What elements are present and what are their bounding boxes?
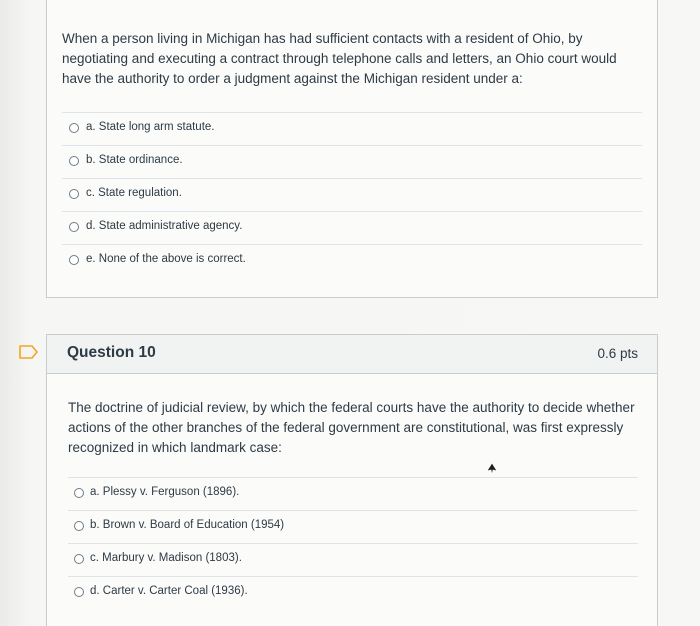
answer-label[interactable]: a. State long arm statute. bbox=[86, 121, 215, 133]
question-9-text: When a person living in Michigan has had sufficient contacts with a resident of Ohio, by negotiating and executing a contract through telephone calls and letters, an Ohio court would have the authority to order a judgment against the Michigan resident under a: bbox=[62, 31, 617, 86]
question-title: Question 10 bbox=[67, 344, 156, 361]
answer-option[interactable] bbox=[62, 211, 642, 244]
answer-option[interactable] bbox=[68, 477, 638, 510]
radio-icon[interactable] bbox=[69, 123, 79, 133]
flag-icon[interactable] bbox=[19, 345, 39, 359]
question-card-10 bbox=[46, 334, 658, 626]
answer-option[interactable] bbox=[62, 178, 642, 211]
radio-icon[interactable] bbox=[74, 488, 84, 498]
answer-label[interactable]: d. State administrative agency. bbox=[86, 220, 243, 232]
radio-icon[interactable] bbox=[69, 156, 79, 166]
answer-label[interactable]: e. None of the above is correct. bbox=[86, 253, 246, 265]
radio-icon[interactable] bbox=[69, 189, 79, 199]
answer-option[interactable] bbox=[62, 112, 642, 145]
answer-option[interactable] bbox=[68, 576, 638, 609]
radio-icon[interactable] bbox=[74, 521, 84, 531]
answer-label[interactable]: c. Marbury v. Madison (1803). bbox=[90, 552, 242, 564]
question-card-9 bbox=[46, 0, 658, 298]
question-10-answers bbox=[68, 477, 638, 609]
cursor-icon bbox=[486, 462, 498, 476]
question-header bbox=[47, 335, 657, 374]
answer-label[interactable]: c. State regulation. bbox=[86, 187, 182, 199]
answer-option[interactable] bbox=[68, 543, 638, 576]
radio-icon[interactable] bbox=[69, 255, 79, 265]
answer-label[interactable]: d. Carter v. Carter Coal (1936). bbox=[90, 585, 248, 597]
answer-option[interactable] bbox=[68, 510, 638, 543]
radio-icon[interactable] bbox=[69, 222, 79, 232]
answer-option[interactable] bbox=[62, 244, 642, 277]
question-9-answers bbox=[62, 112, 642, 277]
answer-label[interactable]: b. State ordinance. bbox=[86, 154, 183, 166]
radio-icon[interactable] bbox=[74, 587, 84, 597]
answer-label[interactable]: a. Plessy v. Ferguson (1896). bbox=[90, 486, 240, 498]
answer-label[interactable]: b. Brown v. Board of Education (1954) bbox=[90, 519, 285, 531]
radio-icon[interactable] bbox=[74, 554, 84, 564]
question-10-text: The doctrine of judicial review, by which the federal courts have the authority to decide whether actions of the other branches of the federal government are constitutional, was first expressly recognized in which landmark case: bbox=[68, 400, 635, 455]
answer-option[interactable] bbox=[62, 145, 642, 178]
question-points: 0.6 pts bbox=[597, 346, 638, 361]
